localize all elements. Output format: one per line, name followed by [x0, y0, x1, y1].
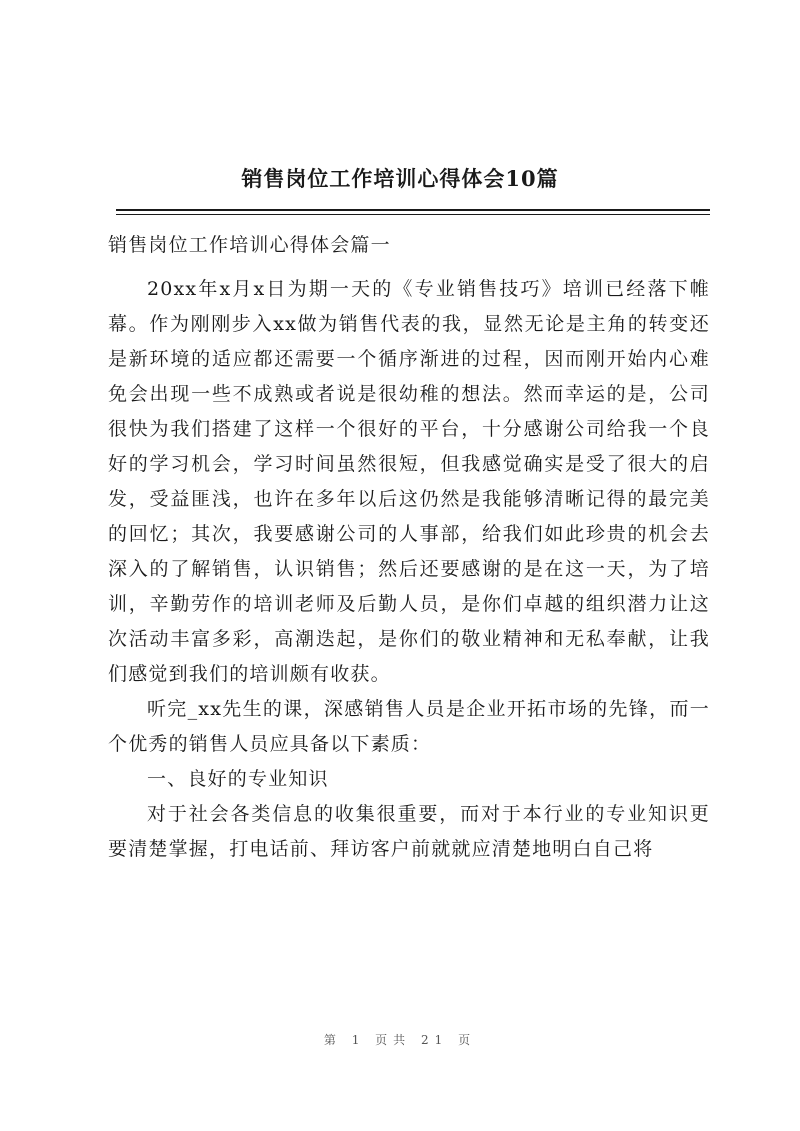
paragraph-subheading: 一、良好的专业知识 — [146, 768, 329, 790]
document-body — [108, 228, 710, 867]
paragraph: 20xx年x月x日为期一天的《专业销售技巧》培训已经落下帷幕。作为刚刚步入xx做为销售代表的我，显然无论是主角的转变还是新环境的适应都还需要一个循序渐进的过程，因而刚开始内心难免会出现一些不成熟或者说是很幼稚的想法。然而幸运的是，公司很快为我们搭建了这样一个很好的平台，十分感谢公司给我一个良好的学习机会，学习时间虽然很短，但我感觉确实是受了很大的启发，受益匪浅，也许在多年以后这仍然是我能够清晰记得的最完美的回忆；其次，我要感谢公司的人事部，给我们如此珍贵的机会去深入的了解销售，认识销售；然后还要感谢的是在这一天，为了培训，辛勤劳作的培训老师及后勤人员，是你们卓越的组织潜力让这次活动丰富多彩，高潮迭起，是你们的敬业精神和无私奉献，让我们感觉到我们的培训颇有收获。 — [108, 278, 710, 685]
paragraph: 听完_xx先生的课，深感销售人员是企业开拓市场的先锋，而一个优秀的销售人员应具备以下素质： — [108, 698, 710, 755]
paragraph: 对于社会各类信息的收集很重要，而对于本行业的专业知识更要清楚掌握，打电话前、拜访客户前就就应清楚地明白自己将 — [108, 803, 710, 860]
title-divider-thin — [116, 214, 710, 215]
page-number-footer: 第 1 页共 21 页 — [323, 1033, 477, 1047]
document-title: 销售岗位工作培训心得体会10篇 — [241, 166, 559, 191]
title-divider — [116, 209, 710, 211]
section-heading: 销售岗位工作培训心得体会篇一 — [108, 234, 391, 256]
